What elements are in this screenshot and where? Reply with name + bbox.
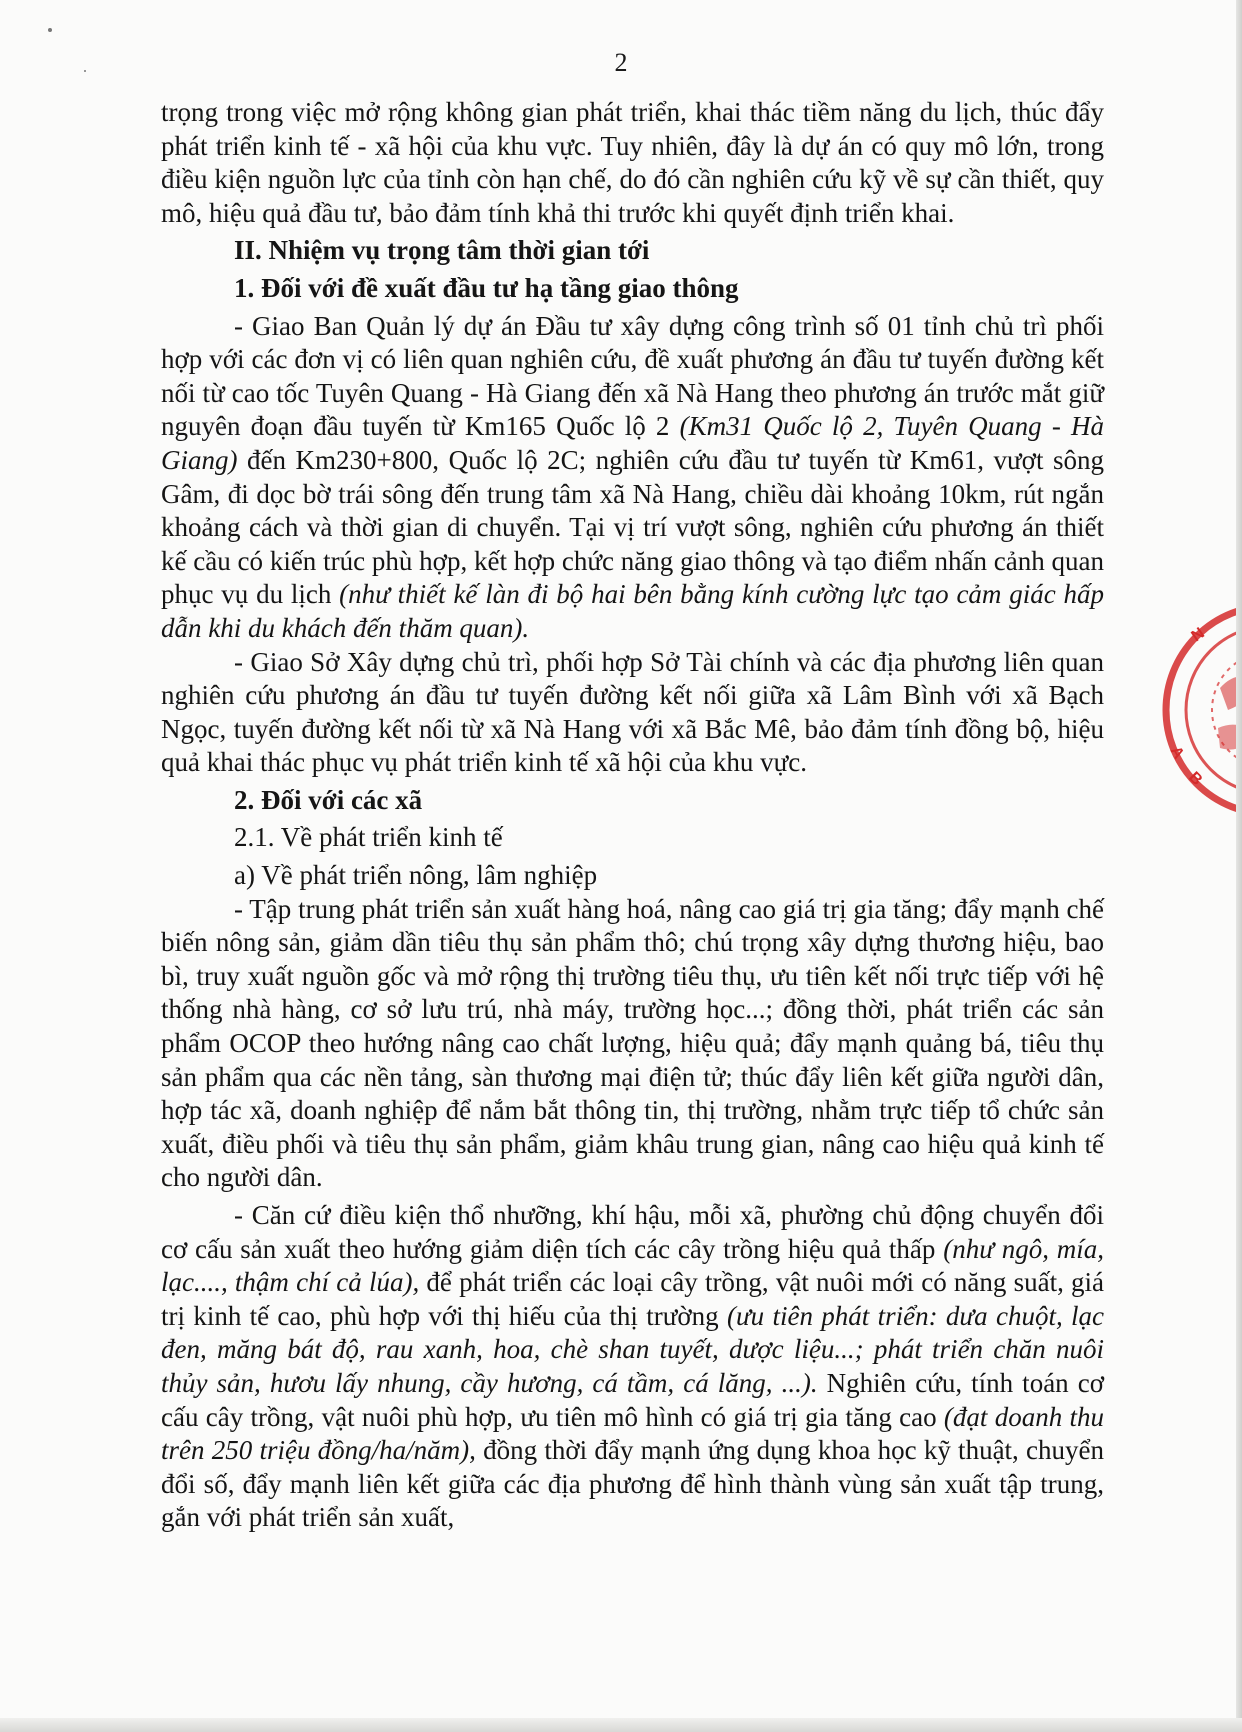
subsection-heading-1: 1. Đối với đề xuất đầu tư hạ tầng giao thông (234, 272, 739, 303)
document-body (161, 96, 1104, 1535)
svg-text:N: N (1188, 624, 1208, 646)
italic-run: (Km31 Quốc lộ 2, Tuyên Quang - Hà Giang) (161, 411, 1104, 475)
seal-graphic (1158, 598, 1242, 822)
paragraph-transport-task-1 (161, 310, 1104, 646)
text-run: Nghiên cứu, tính toán cơ cấu cây trồng, vật nuôi phù hợp, ưu tiên mô hình có giá trị gia tăng cao (161, 1367, 1104, 1432)
paragraph-agriculture-2 (161, 1199, 1104, 1535)
italic-run: (như ngô, mía, lạc...., thậm chí cả lúa), (161, 1233, 1104, 1298)
paragraph-agriculture-1: - Tập trung phát triển sản xuất hàng hoá, nâng cao giá trị gia tăng; đẩy mạnh chế biến nông sản, giảm dần tiêu thụ sản phẩm thô; chú trọng xây dựng thương hiệu, bao bì, truy xuất nguồn gốc và mở rộng thị trường tiêu thụ, ưu tiên kết nối trực tiếp với hệ thống nhà hàng, cơ sở lưu trú, nhà máy, trường học...; đồng thời, phát triển các sản phẩm OCOP theo hướng nâng cao chất lượng, hiệu quả; đẩy mạnh quảng bá, tiêu thụ sản phẩm qua các nền tảng, sàn thương mại điện tử; thúc đẩy liên kết giữa người dân, hợp tác xã, doanh nghiệp để nắm bắt thông tin, thị trường, nhằm trực tiếp tổ chức sản xuất, điều phối và tiêu thụ sản phẩm, giảm khâu trung gian, nâng cao hiệu quả kinh tế cho người dân. (161, 893, 1104, 1193)
paragraph-intro-continuation: trọng trong việc mở rộng không gian phát triển, khai thác tiềm năng du lịch, thúc đẩy phát triển kinh tế - xã hội của khu vực. Tuy nhiên, đây là dự án có quy mô lớn, trong điều kiện nguồn lực của tỉnh còn hạn chế, do đó cần nghiên cứu kỹ về sự cần thiết, quy mô, hiệu quả đầu tư, bảo đảm tính khả thi trước khi quyết định triển khai. (161, 97, 1104, 228)
text-run: - Giao Ban Quản lý dự án Đầu tư xây dựng công trình số 01 tỉnh chủ trì phối hợp với các đơn vị có liên quan nghiên cứu, đề xuất phương án đầu tư tuyến đường kết nối từ cao tốc Tuyên Quang - Hà Giang đến xã Nà Hang theo phương án trước mắt giữ nguyên đoạn đầu tuyến từ Km165 Quốc lộ 2 (161, 310, 1104, 442)
page-number: 2 (614, 48, 628, 77)
red-seal-stamp (1158, 598, 1242, 822)
page-bottom-shadow (0, 1718, 1242, 1732)
subsection-heading-a: a) Về phát triển nông, lâm nghiệp (234, 860, 598, 891)
scan-speck (48, 28, 52, 32)
subsection-heading-2-1: 2.1. Về phát triển kinh tế (234, 822, 503, 853)
page-edge-shadow (1236, 0, 1242, 1732)
text-run: để phát triển các loại cây trồng, vật nuôi mới có năng suất, giá trị kinh tế cao, phù hợp với thị hiếu của thị trường (161, 1267, 1105, 1331)
text-run: đồng thời đẩy mạnh ứng dụng khoa học kỹ thuật, chuyển đổi số, đẩy mạnh liên kết giữa các địa phương để hình thành vùng sản xuất tập trung, gắn với phát triển sản xuất, (161, 1435, 1104, 1533)
italic-run: (ưu tiên phát triển: dưa chuột, lạc đen, măng bát độ, rau xanh, hoa, chè shan tuyết, dược liệu...; phát triển chăn nuôi thủy sản, hươu lấy nhung, cầy hương, cá tầm, cá lăng, ...). (161, 1300, 1105, 1398)
section-heading-ii: II. Nhiệm vụ trọng tâm thời gian tới (234, 235, 650, 266)
italic-run: (đạt doanh thu trên 250 triệu đồng/ha/năm), (161, 1401, 1105, 1466)
svg-text:B: B (1185, 768, 1206, 790)
svg-text:A: A (1166, 743, 1188, 763)
italic-run: (như thiết kế làn đi bộ hai bên bằng kính cường lực tạo cảm giác hấp dẫn khi du khách đến thăm quan). (161, 579, 1104, 643)
text-run: - Căn cứ điều kiện thổ nhưỡng, khí hậu, mỗi xã, phường chủ động chuyển đổi cơ cấu sản xuất theo hướng giảm diện tích các cây trồng hiệu quả thấp (161, 1200, 1104, 1264)
paragraph-transport-task-2: - Giao Sở Xây dựng chủ trì, phối hợp Sở Tài chính và các địa phương liên quan nghiên cứu phương án đầu tư tuyến đường kết nối giữa xã Lâm Bình với xã Bạch Ngọc, tuyến đường kết nối từ xã Nà Hang với xã Bắc Mê, bảo đảm tính đồng bộ, hiệu quả khai thác phục vụ phát triển kinh tế xã hội của khu vực. (161, 646, 1104, 778)
text-run: đến Km230+800, Quốc lộ 2C; nghiên cứu đầu tư tuyến từ Km61, vượt sông Gâm, đi dọc bờ trái sông đến trung tâm xã Nà Hang, chiều dài khoảng 10km, rút ngắn khoảng cách và thời gian di chuyển. Tại vị trí vượt sông, nghiên cứu phương án thiết kế cầu có kiến trúc phù hợp, kết hợp chức năng giao thông và tạo điểm nhấn cảnh quan phục vụ du lịch (161, 444, 1104, 610)
subsection-heading-2: 2. Đối với các xã (234, 784, 423, 815)
